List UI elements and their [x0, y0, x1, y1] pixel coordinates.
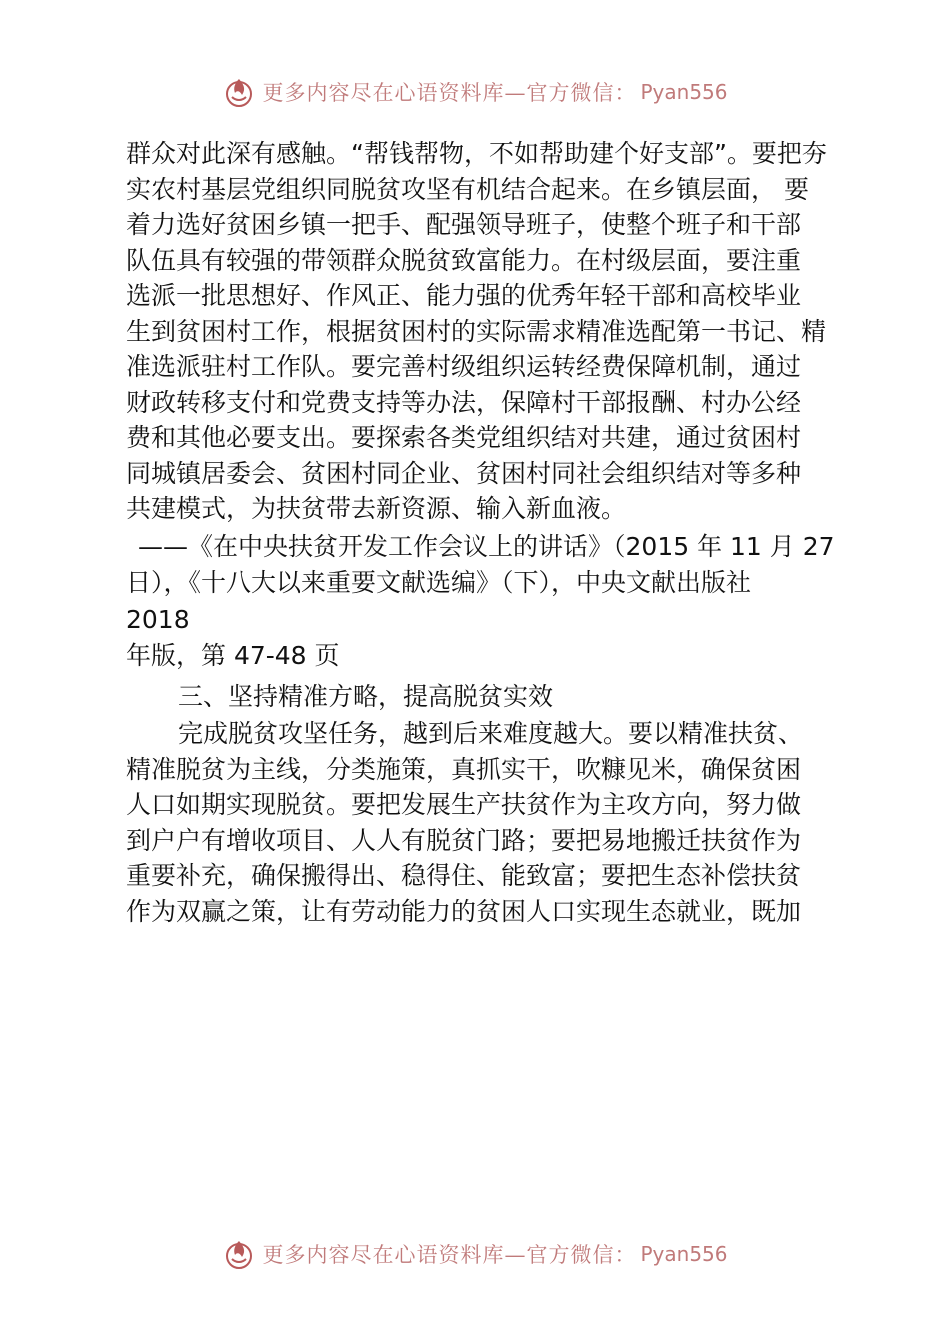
- text-line: 群众对此深有感触。“帮钱帮物，不如帮助建个好支部”。要把夯: [126, 139, 827, 168]
- citation-line: 日），《十八大以来重要文献选编》（下），中央文献出版社: [126, 568, 752, 597]
- section-heading: 三、坚持精准方略，提高脱贫实效: [178, 681, 554, 711]
- watermark-wechat-id: Pyan556: [640, 80, 728, 104]
- text-line: 共建模式，为扶贫带去新资源、输入新血液。: [126, 494, 627, 523]
- watermark-wechat-id: Pyan556: [640, 1242, 728, 1266]
- document-body: [126, 136, 835, 929]
- text-line: 财政转移支付和党费支持等办法，保障村干部报酬、村办公经: [126, 387, 802, 417]
- watermark-text: 更多内容尽在心语资料库—官方微信：: [262, 81, 637, 105]
- text-line: 准选派驻村工作队。要完善村级组织运转经费保障机制，通过: [126, 352, 802, 381]
- text-line: 人口如期实现脱贫。要把发展生产扶贫作为主攻方向，努力做: [126, 790, 802, 819]
- text-line: 实农村基层党组织同脱贫攻坚有机结合起来。在乡镇层面， 要: [126, 174, 809, 204]
- text-line: 重要补充，确保搬得出、稳得住、能致富；要把生态补偿扶贫: [126, 861, 802, 890]
- text-line: 着力选好贫困乡镇一把手、配强领导班子，使整个班子和干部: [126, 210, 802, 239]
- text-line: 选派一批思想好、作风正、能力强的优秀年轻干部和高校毕业: [126, 281, 802, 310]
- text-line: 到户户有增收项目、人人有脱贫门路；要把易地搬迁扶贫作为: [126, 825, 802, 855]
- flame-logo-icon: [222, 75, 256, 109]
- text-line: 队伍具有较强的带领群众脱贫致富能力。在村级层面，要注重: [126, 245, 802, 275]
- text-line: 费和其他必要支出。要探索各类党组织结对共建，通过贫困村: [126, 423, 802, 452]
- text-line: 同城镇居委会、贫困村同企业、贫困村同社会组织结对等多种: [126, 458, 802, 488]
- watermark-header: [0, 72, 950, 112]
- text-line: 精准脱贫为主线，分类施策，真抓实干，吹糠见米，确保贫困: [126, 754, 802, 784]
- flame-logo-icon: [222, 1237, 256, 1271]
- watermark-text: 更多内容尽在心语资料库—官方微信：: [262, 1243, 637, 1267]
- text-line: 生到贫困村工作，根据贫困村的实际需求精准选配第一书记、精: [126, 316, 827, 346]
- paragraph-1: [126, 136, 832, 527]
- citation: [126, 529, 835, 675]
- paragraph-2: [126, 716, 832, 929]
- text-line: 作为双赢之策，让有劳动能力的贫困人口实现生态就业，既加: [126, 896, 802, 926]
- citation-line: 年版，第 47-48 页: [126, 641, 340, 670]
- watermark-footer: [0, 1234, 950, 1274]
- citation-line: ——《在中央扶贫开发工作会议上的讲话》（2015 年 11 月 27: [138, 531, 835, 561]
- citation-line: 2018: [126, 604, 190, 634]
- text-line: 完成脱贫攻坚任务，越到后来难度越大。要以精准扶贫、: [178, 719, 804, 748]
